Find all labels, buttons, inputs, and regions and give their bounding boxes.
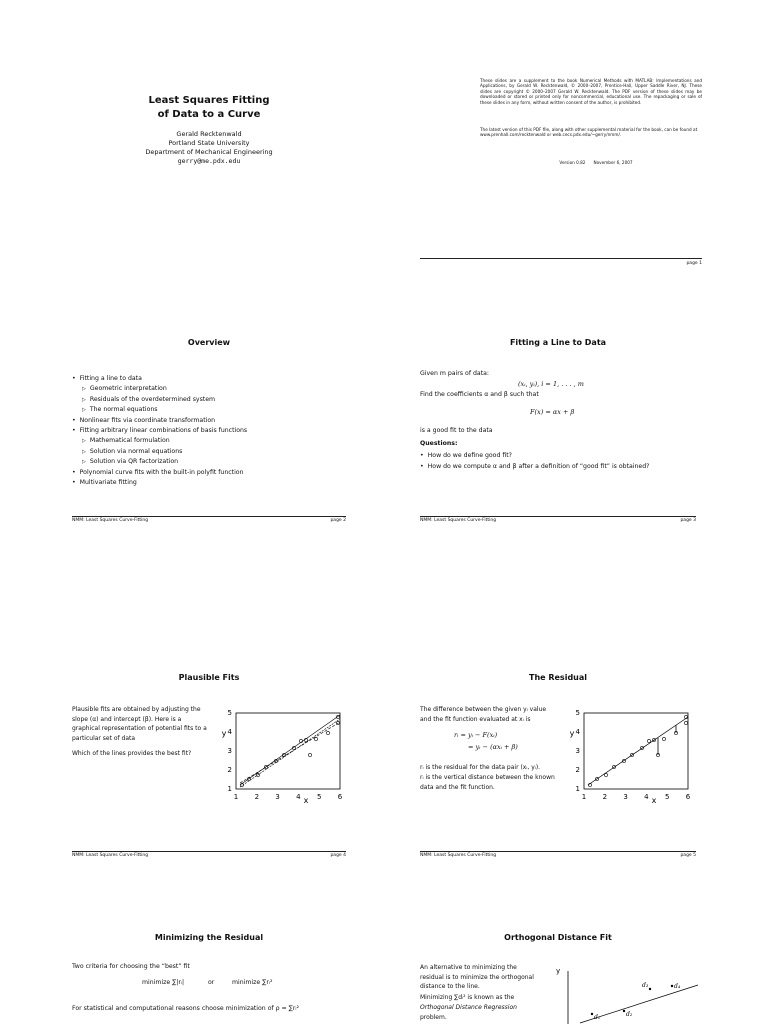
list-item: ▷ Mathematical formulation	[72, 436, 247, 447]
slide-footer: NMM: Least Squares Curve-Fitting page 5	[420, 853, 696, 858]
x-tick: 5	[664, 793, 670, 801]
residual-description: rᵢ is the vertical distance between the known data and the fit function.	[420, 774, 555, 791]
criteria-text: Two criteria for choosing the “best” fit	[72, 963, 190, 970]
x-tick: 3	[275, 793, 280, 801]
list-item: • Nonlinear fits via coordinate transformation	[72, 416, 247, 426]
list-item: ▷ The normal equations	[72, 405, 247, 416]
x-tick: 2	[602, 793, 608, 801]
slide-notice	[414, 60, 702, 270]
presentation-title: Least Squares Fitting of Data to a Curve	[148, 95, 270, 120]
slide-fitting-line	[414, 330, 702, 530]
x-tick: 6	[685, 793, 691, 801]
list-item: ▷ Geometric interpretation	[72, 384, 247, 395]
slide-footer: NMM: Least Squares Curve-Fitting page 3	[420, 518, 696, 523]
slide-title: Plausible Fits	[178, 673, 240, 682]
plausible-text: Plausible fits are obtained by adjusting the slope (α) and intercept (β). Here is a graphical representation of potential fits to a particular set of data	[72, 706, 207, 742]
y-tick: 3	[227, 747, 232, 755]
slide-footer: NMM: Least Squares Curve-Fitting page 2	[72, 518, 346, 523]
orthogonal-plot	[550, 961, 700, 1024]
odr-text-3: problem.	[420, 1014, 447, 1021]
residual-plot	[562, 703, 698, 803]
odr-text-1: Minimizing ∑dᵢ² is known as the	[420, 994, 515, 1001]
given-text: Given m pairs of data:	[420, 370, 489, 377]
y-tick: 4	[575, 728, 580, 736]
y-axis-label: y	[221, 729, 227, 738]
find-text: Find the coefficients α and β such that	[420, 391, 539, 398]
slide-title: Fitting a Line to Data	[509, 338, 607, 347]
list-item: ▷ Solution via QR factorization	[72, 457, 247, 468]
good-fit-text: is a good fit to the data	[420, 427, 493, 434]
version-line: Version 0.82 November 6, 2007	[559, 160, 633, 165]
fit-line-2	[240, 719, 340, 787]
x-tick: 1	[581, 793, 587, 801]
question-text: Which of the lines provides the best fit?	[72, 750, 192, 757]
question-1: • How do we define good fit?	[420, 450, 512, 461]
slide-title	[66, 60, 352, 270]
slide-title: Overview	[187, 338, 231, 347]
y-tick: 4	[227, 728, 232, 736]
x-axis-label: x	[303, 796, 309, 803]
x-tick: 3	[623, 793, 628, 801]
distance-label: d₁	[594, 1014, 601, 1021]
x-tick: 1	[233, 793, 239, 801]
list-item: • Polynomial curve fits with the built-in polyfit function	[72, 468, 247, 478]
fit-line-1	[240, 715, 340, 785]
slide-residual	[414, 665, 702, 865]
plausible-fits-plot	[214, 703, 350, 803]
plot-frame	[584, 713, 688, 789]
y-tick: 2	[227, 766, 232, 774]
questions-label: Questions:	[420, 440, 458, 447]
x-axis-label: x	[651, 796, 657, 803]
residual-definition: rᵢ is the residual for the data pair (xᵢ, yᵢ).	[420, 764, 541, 771]
slide-footer: NMM: Least Squares Curve-Fitting page 4	[72, 853, 346, 858]
residual-equations: rᵢ = yᵢ − F(xᵢ) = yᵢ − (αxᵢ + β)	[454, 731, 518, 751]
question-2: • How do we compute α and β after a definition of “good fit” is obtained?	[420, 461, 649, 472]
x-tick: 2	[254, 793, 260, 801]
residual-intro: The difference between the given yᵢ value and the fit function evaluated at xᵢ is	[420, 706, 547, 723]
distance-label: d₂	[626, 1011, 633, 1018]
pairs-equation: (xᵢ, yᵢ), i = 1, . . . , m	[518, 380, 584, 388]
y-tick: 2	[575, 766, 580, 774]
footer-rule	[420, 258, 702, 259]
university: Portland State University	[168, 139, 250, 147]
list-item: • Multivariate fitting	[72, 478, 247, 488]
latest-version-note: The latest version of this PDF file, along with other supplemental material for the book, can be found at www.prenhall.com/recktenwald or web.cecs.pdx.edu/~gerry/nmm/.	[480, 127, 698, 138]
y-axis-label: y	[556, 967, 561, 975]
slide-title: Minimizing the Residual	[154, 933, 264, 942]
list-item: • Fitting arbitrary linear combinations of basis functions	[72, 426, 247, 436]
y-tick: 5	[575, 709, 580, 717]
criterion-squares: minimize ∑rᵢ²	[232, 979, 273, 986]
page-number: page 1	[686, 261, 702, 266]
plot-frame	[236, 713, 340, 789]
overview-list	[72, 374, 247, 488]
slide-title: Orthogonal Distance Fit	[504, 933, 612, 942]
list-item: ▷ Residuals of the overdetermined system	[72, 395, 247, 406]
slide-minimizing-residual	[66, 925, 352, 1024]
y-tick: 1	[227, 785, 232, 793]
x-tick: 5	[316, 793, 322, 801]
author-email: gerry@me.pdx.edu	[177, 157, 241, 165]
slide-plausible-fits	[66, 665, 352, 865]
x-tick: 6	[337, 793, 343, 801]
fit-line-3	[240, 722, 340, 783]
distance-label: d₃	[642, 982, 649, 989]
y-tick: 1	[575, 785, 580, 793]
department: Department of Mechanical Engineering	[145, 148, 273, 156]
list-item: ▷ Solution via normal equations	[72, 447, 247, 458]
fit-line	[588, 717, 688, 785]
x-tick: 4	[644, 793, 649, 801]
data-points	[240, 715, 339, 786]
distance-label: d₄	[674, 983, 681, 990]
y-tick: 3	[575, 747, 580, 755]
or-text: or	[208, 979, 215, 986]
odr-text-2: Orthogonal Distance Regression	[420, 1004, 517, 1011]
slide-overview	[66, 330, 352, 530]
author-name: Gerald Recktenwald	[176, 130, 242, 138]
copyright-notice: These slides are a supplement to the book Numerical Methods with MATLAB: Implementations and Applications, by Gerald W. Recktenwald, © 2000–2007, Prentice-Hall, Upper Saddle River, NJ. These slides are copyright © 2000–2007 Gerald W. Recktenwald. The PDF version of these slides may be downloaded or stored or printed only for noncommercial, educational use. The repackaging or sale of these slides in any form, without written consent of the author, is prohibited.	[480, 78, 702, 105]
choice-text: For statistical and computational reasons choose minimization of ρ = ∑rᵢ²	[72, 1005, 299, 1012]
author-block	[66, 130, 352, 166]
list-item: • Fitting a line to data	[72, 374, 247, 384]
criterion-abs: minimize ∑|rᵢ|	[142, 979, 185, 986]
y-axis-label: y	[569, 729, 575, 738]
fit-equation: F(x) = αx + β	[530, 408, 575, 416]
orthogonal-intro: An alternative to minimizing the residual is to minimize the orthogonal distance to the line.	[420, 964, 534, 991]
y-tick: 5	[227, 709, 232, 717]
x-tick: 4	[296, 793, 301, 801]
slide-title: The Residual	[528, 673, 587, 682]
slide-orthogonal-distance	[414, 925, 702, 1024]
